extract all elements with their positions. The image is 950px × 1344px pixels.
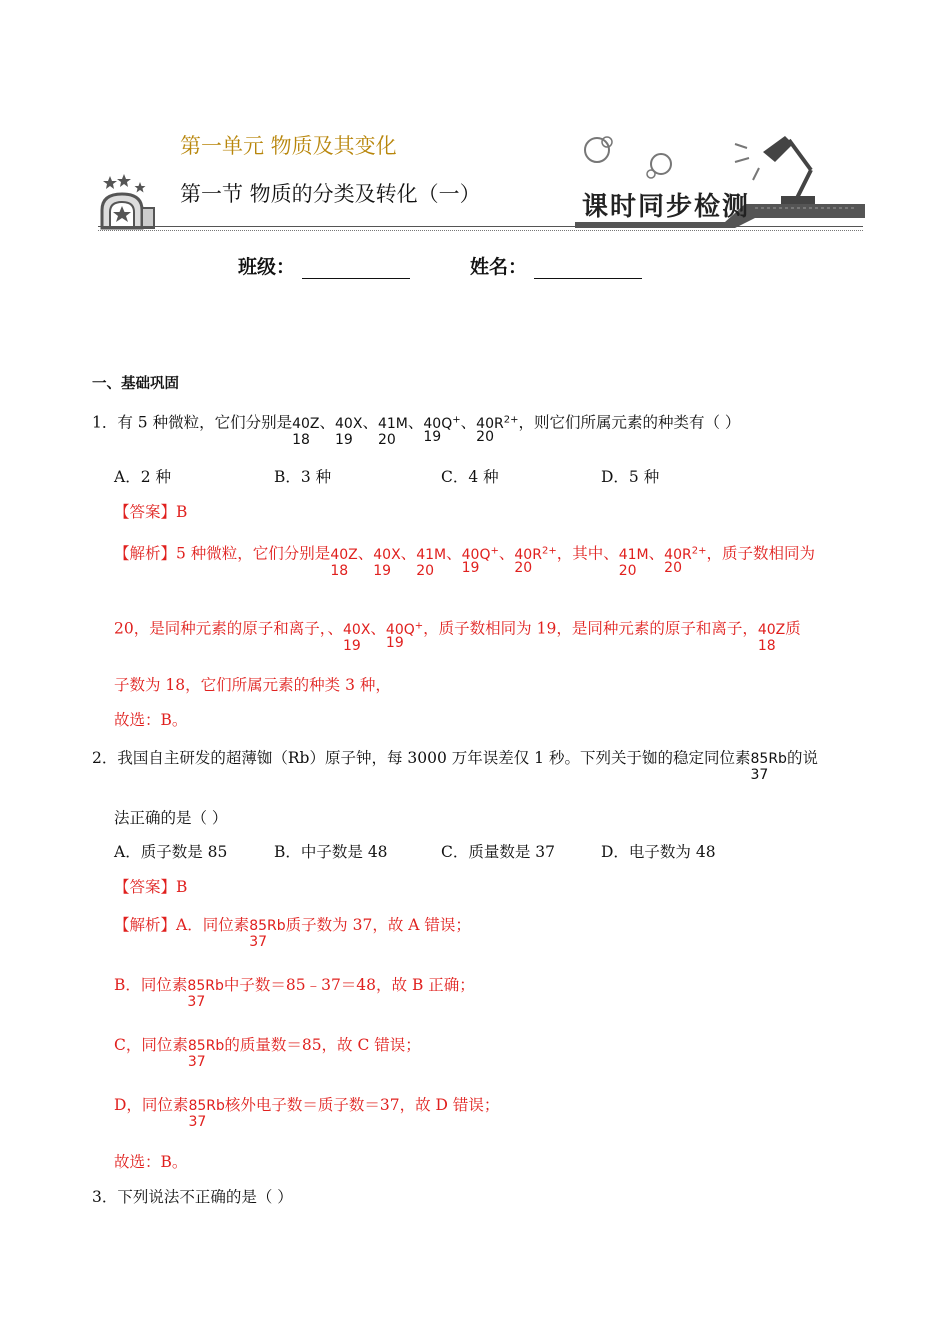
class-field [238, 252, 410, 279]
nuclide-x: 40X 19 [335, 415, 363, 448]
q2-option-d[interactable]: D．电子数为 48 [601, 843, 716, 861]
q1-option-d[interactable]: D．5 种 [601, 468, 660, 486]
nuclide-z: 40Z 18 [292, 415, 320, 448]
name-blank[interactable] [534, 258, 642, 279]
class-blank[interactable] [302, 258, 410, 279]
q2-explanation-a: 【解析】A．同位素85Rb 37 质子数为 37，故 A 错误； [114, 916, 471, 950]
q3-stem: 3．下列说法不正确的是（ ） [92, 1188, 293, 1206]
star-badge-icon [96, 172, 158, 230]
q1-stem: 1．有 5 种微粒，它们分别是40Z 18 、40X 19 、41M 20 、40Q+ 19 、$40R^{2+}$ 20 ，则它们所属元素的种类有（ ） [92, 410, 740, 434]
q2-explanation-c: C，同位素85Rb 37 的质量数＝85，故 C 错误； [114, 1036, 421, 1070]
q1-explanation-line1: 【解析】5 种微粒，它们分别是40Z 18 、40X 19 、41M 20 、40Q+ 19 、$40R^{2+}$ 20 ，其中、41M 20 、$40R^{2+}$ 20 ，质子数相同为 [114, 544, 815, 579]
q2-explanation-d: D，同位素85Rb 37 核外电子数＝质子数＝37，故 D 错误； [114, 1096, 500, 1130]
q2-option-a[interactable]: A．质子数是 85 [114, 843, 228, 861]
unit-title: 第一单元 物质及其变化 [180, 134, 397, 158]
q2-option-b[interactable]: B．中子数是 48 [274, 843, 388, 861]
nuclide-rb: 85Rb 37 [750, 751, 787, 783]
header-divider [98, 226, 863, 231]
class-label: 班级： [238, 256, 296, 278]
nuclide-m: 41M 20 [377, 415, 408, 448]
q1-explanation-line3: 子数为 18，它们所属元素的种类 3 种， [114, 676, 391, 694]
q1-explanation-line4: 故选：B。 [114, 711, 188, 729]
q1-option-a[interactable]: A．2 种 [114, 468, 171, 486]
q2-explanation-b: B．同位素85Rb 37 中子数＝85﹣37＝48，故 B 正确； [114, 976, 475, 1010]
q1-option-c[interactable]: C．4 种 [441, 468, 499, 486]
q2-explanation-end: 故选：B。 [114, 1153, 188, 1171]
nuclide-r: $40R^{2+}$ 20 [476, 414, 519, 445]
q2-stem-line2: 法正确的是（ ） [114, 809, 228, 827]
q1-explanation-line2: 20，是同种元素的原子和离子，、40X 19 、40Q+ 19 ，质子数相同为 19，是同种元素的原子和离子，40Z 18 质 [114, 619, 801, 654]
q1-option-b[interactable]: B．3 种 [274, 468, 332, 486]
nuclide-q: 40Q+ 19 [423, 414, 461, 445]
part-heading: 一、基础巩固 [92, 376, 179, 392]
q2-answer: 【答案】B [114, 878, 188, 896]
q2-stem: 2．我国自主研发的超薄铷（Rb）原子钟，每 3000 万年误差仅 1 秒。下列关于铷的稳定同位素85Rb 37 的说 [92, 749, 818, 783]
q2-option-c[interactable]: C．质量数是 37 [441, 843, 556, 861]
name-label: 姓名： [470, 256, 528, 278]
banner-text: 课时同步检测 [582, 192, 751, 222]
q1-answer: 【答案】B [114, 503, 188, 521]
section-title: 第一节 物质的分类及转化（一） [180, 182, 481, 206]
name-field [470, 252, 642, 279]
